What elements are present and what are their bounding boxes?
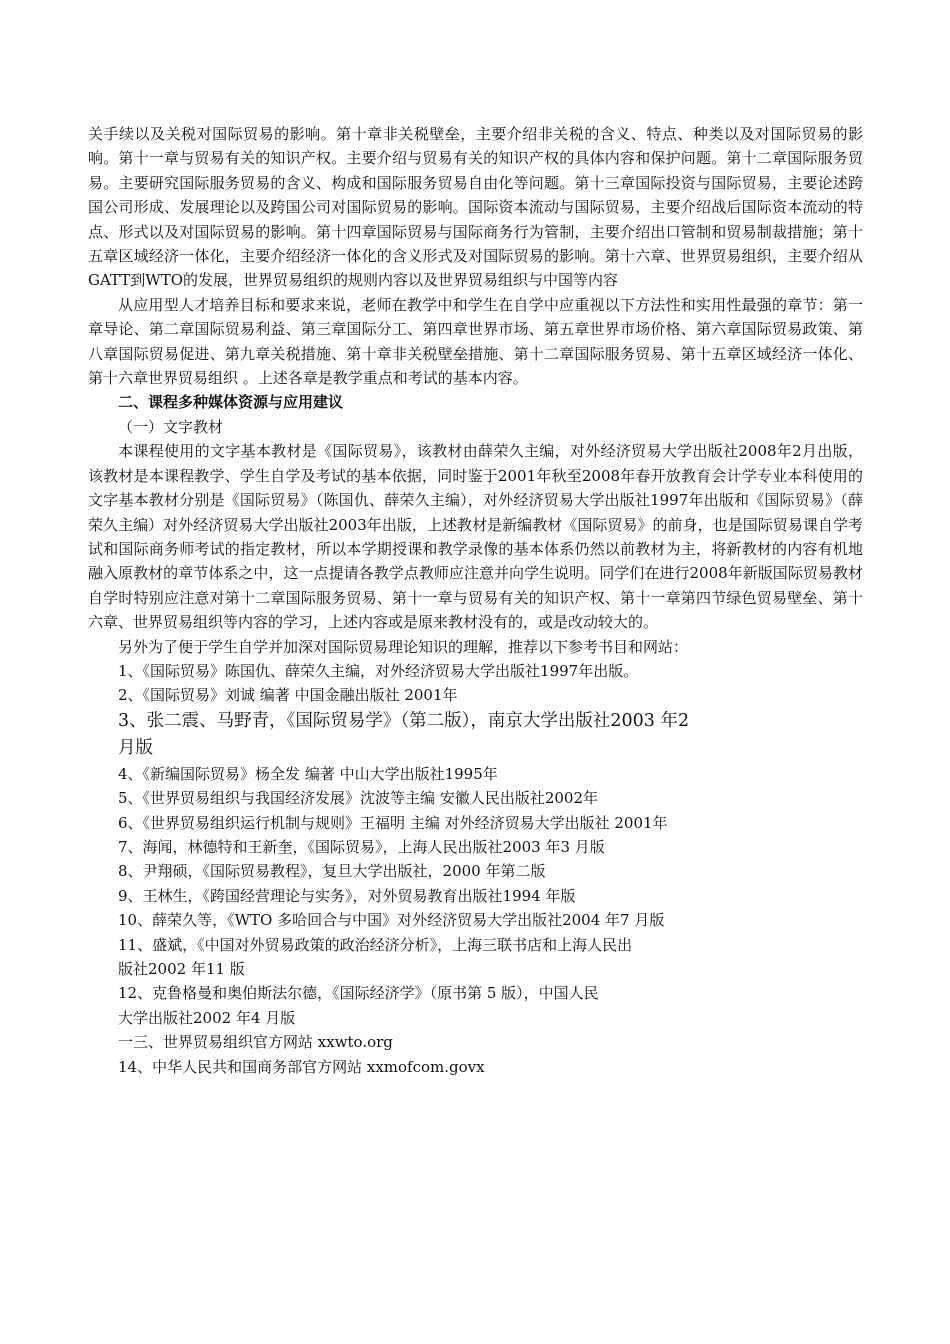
reference-item: 10、薛荣久等，《WTO 多哈回合与中国》对外经济贸易大学出版社2004 年7 月版 (118, 911, 665, 930)
reference-item: 9、王林生，《跨国经营理论与实务》，对外贸易教育出版社1994 年版 (118, 886, 576, 905)
section-heading: 二、课程多种媒体资源与应用建议 (118, 393, 344, 412)
subsection-heading: （一）文字教材 (118, 417, 224, 436)
reference-item: 6、《世界贸易组织运行机制与规则》王福明 主编 对外经济贸易大学出版社 2001年 (118, 813, 668, 832)
reference-item-continued: 月版 (118, 737, 153, 758)
reference-item: 1、《国际贸易》陈国仇、薛荣久主编，对外经济贸易大学出版社1997年出版。 (118, 661, 639, 680)
reference-item: 4、《新编国际贸易》杨全发 编著 中山大学出版社1995年 (118, 764, 498, 783)
reference-item-continued: 大学出版社2002 年4 月版 (118, 1008, 296, 1027)
reference-item-continued: 版社2002 年11 版 (118, 960, 245, 978)
reference-item: 5、《世界贸易组织与我国经济发展》沈波等主编 安徽人民出版社2002年 (118, 789, 598, 808)
paragraph-references-intro: 另外为了便于学生自学并加深对国际贸易理论知识的理解，推荐以下参考书目和网站： (118, 637, 689, 656)
reference-item: 8、尹翔硕，《国际贸易教程》，复旦大学出版社，2000 年第二版 (118, 862, 546, 881)
reference-website: 一三、世界贸易组织官方网站 xxwto.org (118, 1033, 393, 1052)
reference-item: 3、张二震、马野青，《国际贸易学》（第二版），南京大学出版社2003 年2 (118, 710, 690, 731)
reference-item: 11、盛斌，《中国对外贸易政策的政治经济分析》，上海三联书店和上海人民出 (118, 935, 633, 954)
paragraph-chapter-summary: 关手续以及关税对国际贸易的影响。第十章非关税壁垒，主要介绍非关税的含义、特点、种类以及对国际贸易的影响。第十一章与贸易有关的知识产权。主要介绍与贸易有关的知识产权的具体内容和保护问题。第十二章国际服务贸易。主要研究国际服务贸易的含义、构成和国际服务贸易自由化等问题。第十三章国际投资与国际贸易，主要论述跨国公司形成、发展理论以及跨国公司对国际贸易的影响。国际资本流动与国际贸易，主要介绍战后国际资本流动的特点、形式以及对国际贸易的影响。第十四章国际贸易与国际商务行为管制，主要介绍出口管制和贸易制裁措施；第十五章区域经济一体化，主要介绍经济一体化的含义形式及对国际贸易的影响。第十六章、世界贸易组织，主要介绍从GATT到WTO的发展，世界贸易组织的规则内容以及世界贸易组织与中国等内容 (88, 125, 863, 290)
reference-item: 2、《国际贸易》刘诚 编著 中国金融出版社 2001年 (118, 686, 458, 705)
document-page (88, 122, 863, 1079)
paragraph-key-chapters: 从应用型人才培养目标和要求来说，老师在教学中和学生在自学中应重视以下方法性和实用性最强的章节：第一章导论、第二章国际贸易利益、第三章国际分工、第四章世界市场、第五章世界市场价格、第六章国际贸易政策、第八章国际贸易促进、第九章关税措施、第十章非关税壁垒措施、第十二章国际服务贸易、第十五章区域经济一体化、第十六章世界贸易组织 。上述各章是教学重点和考试的基本内容。 (88, 295, 863, 388)
reference-item: 12、克鲁格曼和奥伯斯法尔德，《国际经济学》（原书第 5 版），中国人民 (118, 984, 599, 1003)
reference-item: 7、海闻，林德特和王新奎，《国际贸易》，上海人民出版社2003 年3 月版 (118, 837, 605, 856)
paragraph-textbook: 本课程使用的文字基本教材是《国际贸易》，该教材由薛荣久主编，对外经济贸易大学出版社2008年2月出版，该教材是本课程教学、学生自学及考试的基本依据，同时鉴于2001年秋至2008年春开放教育会计学专业本科使用的文字基本教材分别是《国际贸易》（陈国仇、薛荣久主编），对外经济贸易大学出版社1997年出版和《国际贸易》（薛荣久主编）对外经济贸易大学出版社2003年出版，上述教材是新编教材《国际贸易》的前身，也是国际贸易课自学考试和国际商务师考试的指定教材，所以本学期授课和教学录像的基本体系仍然以前教材为主，将新教材的内容有机地融入原教材的章节体系之中，这一点提请各教学点教师应注意并向学生说明。同学们在进行2008年新版国际贸易教材自学时特别应注意对第十二章国际服务贸易、第十一章与贸易有关的知识产权、第十一章第四节绿色贸易壁垒、第十六章、世界贸易组织等内容的学习，上述内容或是原来教材没有的，或是改动较大的。 (88, 442, 863, 632)
reference-website: 14、中华人民共和国商务部官方网站 xxmofcom.govx (118, 1057, 485, 1076)
